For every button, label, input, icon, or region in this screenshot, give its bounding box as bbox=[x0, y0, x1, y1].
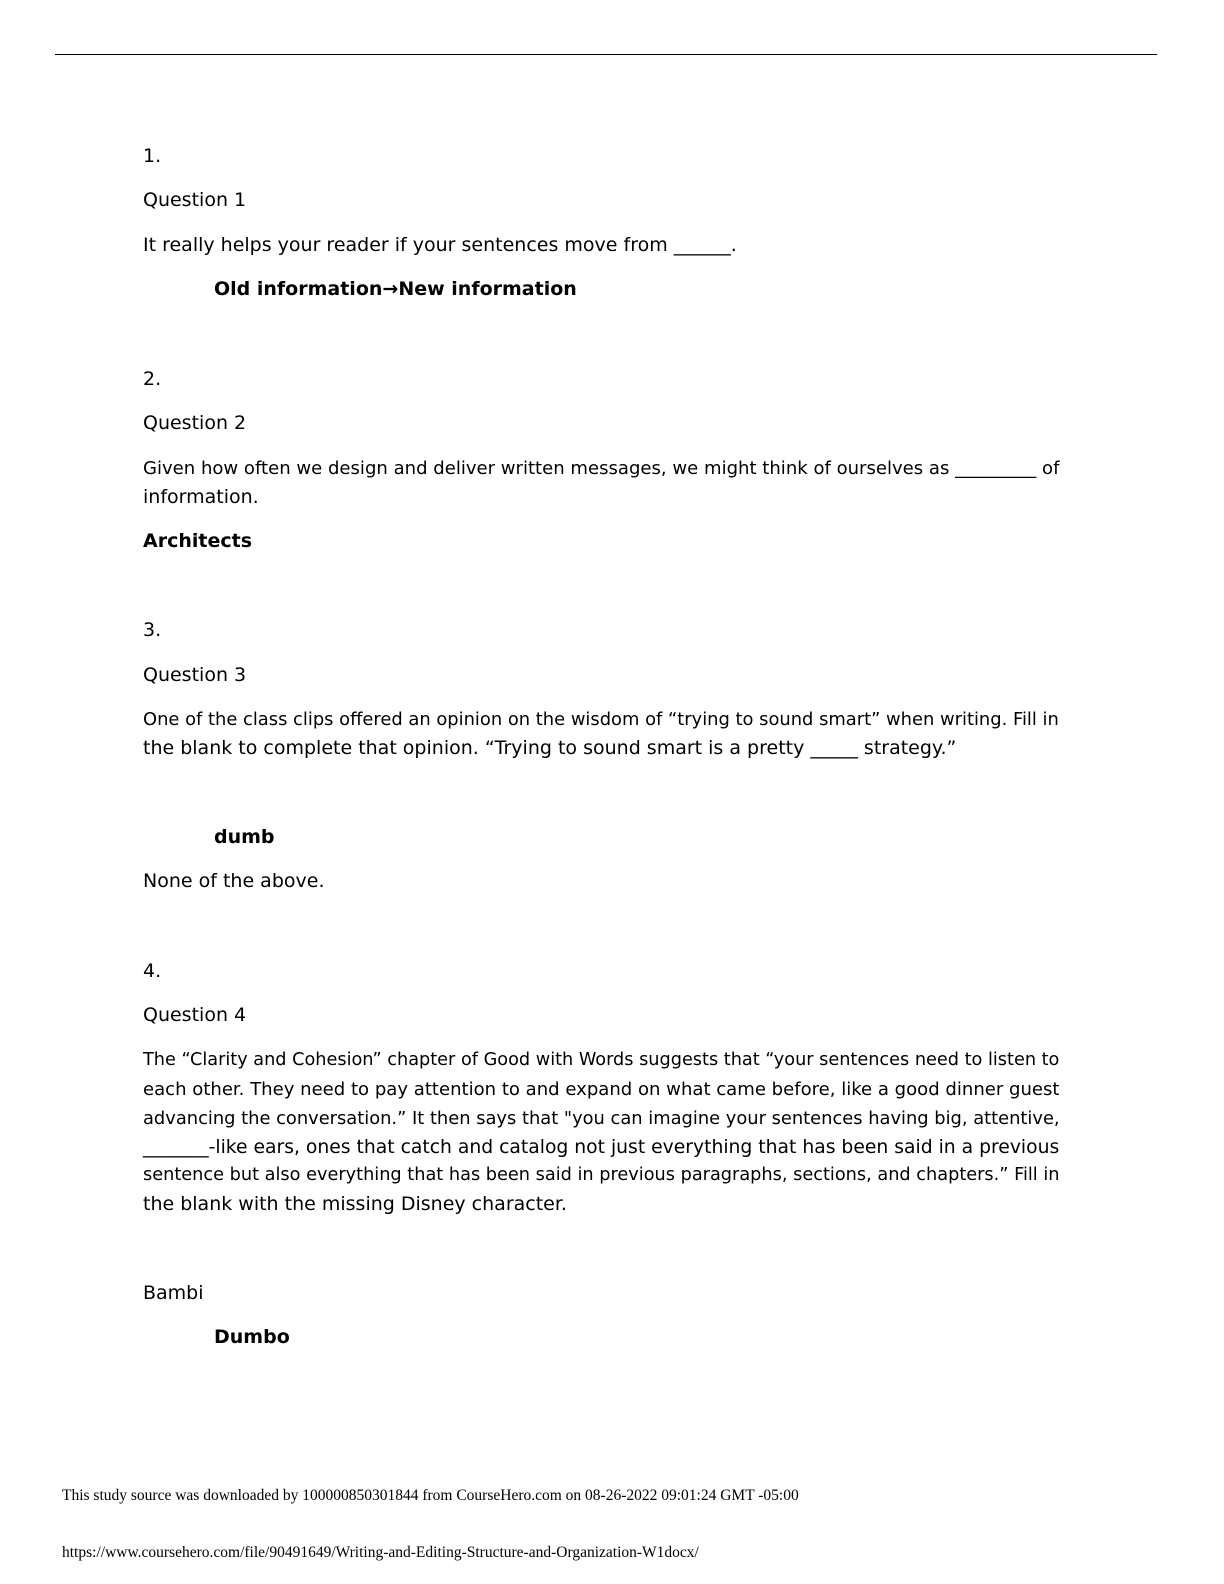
question-2-prompt-line-1: Given how often we design and deliver written messages, we might think of ourselves as _________ of bbox=[143, 458, 1060, 479]
question-4-prompt-line-3: advancing the conversation.” It then says that "you can imagine your sentences having big, attentive, bbox=[143, 1108, 1060, 1129]
question-2-prompt-line-2: information. bbox=[143, 486, 259, 508]
question-4-prompt-line-2: each other. They need to pay attention to and expand on what came before, like a good dinner guest bbox=[143, 1079, 1060, 1100]
question-2-heading: Question 2 bbox=[143, 412, 247, 434]
question-3-other-option: None of the above. bbox=[143, 870, 325, 892]
question-4-other-option: Bambi bbox=[143, 1282, 204, 1304]
question-3-heading: Question 3 bbox=[143, 664, 247, 686]
header-rule bbox=[55, 54, 1157, 55]
question-3-prompt-line-1: One of the class clips offered an opinion on the wisdom of “trying to sound smart” when writing. Fill in bbox=[143, 709, 1059, 730]
question-4-heading: Question 4 bbox=[143, 1004, 247, 1026]
question-3-answer: dumb bbox=[214, 826, 275, 848]
question-3-number: 3. bbox=[143, 619, 162, 641]
question-4-prompt-line-5: sentence but also everything that has been said in previous paragraphs, sections, and chapters.” Fill in bbox=[143, 1165, 1060, 1185]
question-1-answer: Old information→New information bbox=[214, 278, 577, 300]
footer-url: https://www.coursehero.com/file/90491649/Writing-and-Editing-Structure-and-Organization-W1docx/ bbox=[62, 1544, 699, 1561]
question-4-answer: Dumbo bbox=[214, 1326, 290, 1348]
question-1-number: 1. bbox=[143, 145, 162, 167]
question-4-prompt-line-4: _______-like ears, ones that catch and catalog not just everything that has been said in a previous bbox=[143, 1137, 1060, 1158]
question-1-heading: Question 1 bbox=[143, 189, 247, 211]
question-2-answer: Architects bbox=[143, 530, 252, 552]
question-1-prompt: It really helps your reader if your sentences move from ______. bbox=[143, 234, 737, 256]
question-4-prompt-line-6: the blank with the missing Disney character. bbox=[143, 1193, 567, 1215]
footer-source-line: This study source was downloaded by 100000850301844 from CourseHero.com on 08-26-2022 09:01:24 GMT -05:00 bbox=[62, 1487, 799, 1504]
question-4-number: 4. bbox=[143, 960, 162, 982]
question-4-prompt-line-1: The “Clarity and Cohesion” chapter of Good with Words suggests that “your sentences need to listen to bbox=[143, 1050, 1060, 1070]
question-2-number: 2. bbox=[143, 368, 162, 390]
question-3-prompt-line-2: the blank to complete that opinion. “Trying to sound smart is a pretty _____ strategy.” bbox=[143, 737, 957, 759]
